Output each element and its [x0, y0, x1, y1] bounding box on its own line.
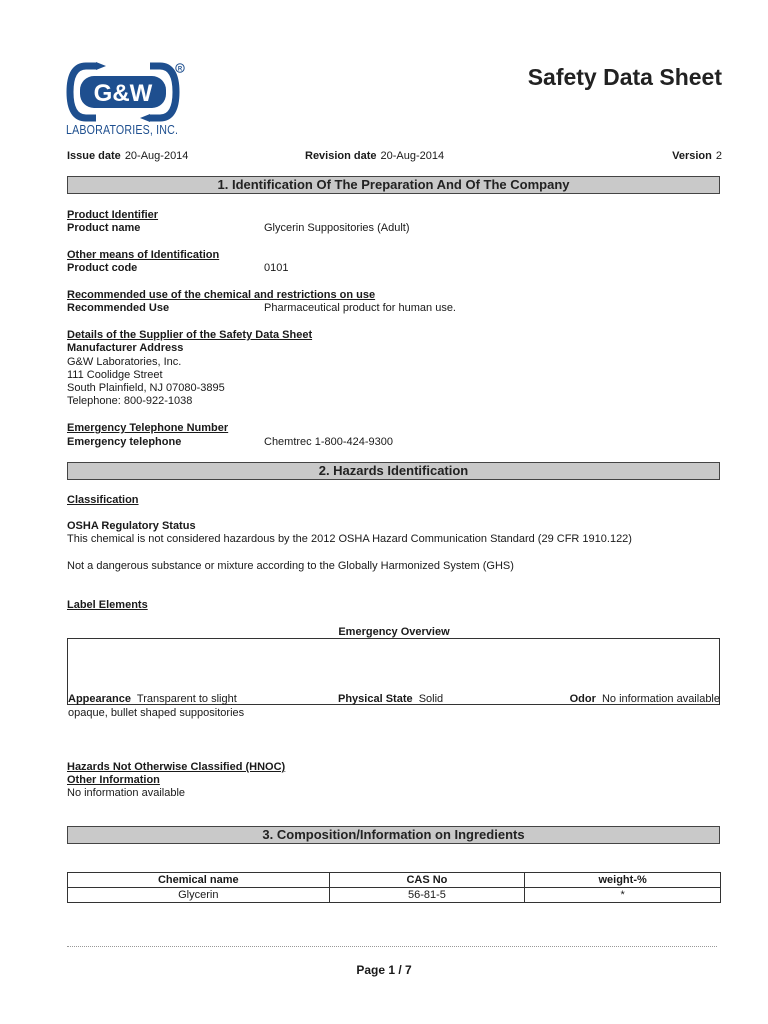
other-means-heading: Other means of Identification: [67, 249, 220, 261]
osha-status-label: OSHA Regulatory Status: [67, 520, 196, 532]
issue-date: [67, 150, 188, 162]
issue-date-label: Issue date: [67, 150, 121, 162]
section-3-header: 3. Composition/Information on Ingredients: [67, 826, 720, 844]
ghs-text: Not a dangerous substance or mixture according to the Globally Harmonized System (GHS): [67, 560, 514, 572]
issue-date-value: 20-Aug-2014: [124, 150, 189, 162]
gw-logo-mark: [66, 62, 186, 124]
column-header-chemical-name: Chemical name: [68, 873, 330, 888]
section-2-header: 2. Hazards Identification: [67, 462, 720, 480]
table-header-row: [68, 873, 721, 888]
physical-state-value: Solid: [418, 693, 444, 705]
logo-text: G&W: [93, 80, 153, 107]
table-row: [68, 888, 721, 903]
address-line: South Plainfield, NJ 07080-3895: [67, 382, 225, 394]
address-line: Telephone: 800-922-1038: [67, 395, 193, 407]
label-elements-heading: Label Elements: [67, 599, 148, 611]
physical-state-label: Physical State: [338, 693, 413, 705]
emergency-overview-heading: Emergency Overview: [338, 626, 450, 638]
classification-heading: Classification: [67, 494, 139, 506]
osha-status-text: This chemical is not considered hazardous by the 2012 OSHA Hazard Communication Standard (29 CFR 1910.122): [67, 533, 632, 545]
product-code-label: Product code: [67, 262, 138, 274]
emergency-heading: Emergency Telephone Number: [67, 422, 229, 434]
revision-date-value: 20-Aug-2014: [380, 150, 445, 162]
ingredients-table: [67, 872, 721, 903]
revision-date: [305, 150, 444, 162]
emergency-telephone-label: Emergency telephone: [67, 436, 182, 448]
version: [672, 150, 722, 162]
revision-date-label: Revision date: [305, 150, 377, 162]
odor: [570, 693, 720, 705]
page-number: Page 1 / 7: [356, 963, 412, 977]
logo-subtitle: LABORATORIES, INC.: [66, 122, 179, 137]
product-name-value: Glycerin Suppositories (Adult): [264, 222, 410, 234]
product-identifier-heading: Product Identifier: [67, 209, 159, 221]
appearance: [68, 693, 237, 705]
appearance-value-cont: opaque, bullet shaped suppositories: [68, 707, 245, 719]
physical-state: [338, 693, 443, 705]
appearance-label: Appearance: [68, 693, 131, 705]
document-title: Safety Data Sheet: [527, 64, 722, 90]
version-label: Version: [672, 150, 712, 162]
cell-weight: *: [525, 888, 721, 903]
address-line: 111 Coolidge Street: [67, 369, 163, 381]
section-1-header: 1. Identification Of The Preparation And Of The Company: [67, 176, 720, 194]
hnoc-heading: Hazards Not Otherwise Classified (HNOC): [67, 761, 286, 773]
version-value: 2: [715, 150, 722, 162]
appearance-value: Transparent to slight: [136, 693, 237, 705]
footer-divider: [67, 946, 717, 947]
recommended-use-label: Recommended Use: [67, 302, 170, 314]
cell-cas-no: 56-81-5: [329, 888, 525, 903]
column-header-weight: weight-%: [525, 873, 721, 888]
odor-value: No information available: [601, 693, 720, 705]
address-line: G&W Laboratories, Inc.: [67, 356, 182, 368]
cell-chemical-name: Glycerin: [68, 888, 330, 903]
recommended-use-value: Pharmaceutical product for human use.: [264, 302, 456, 314]
other-info-heading: Other Information: [67, 774, 160, 786]
supplier-heading: Details of the Supplier of the Safety Data Sheet: [67, 329, 313, 341]
product-code-value: 0101: [264, 262, 289, 274]
other-info-value: No information available: [67, 787, 186, 799]
odor-label: Odor: [569, 693, 596, 705]
recommended-use-heading: Recommended use of the chemical and restrictions on use: [67, 289, 376, 301]
product-name-label: Product name: [67, 222, 141, 234]
emergency-telephone-value: Chemtrec 1-800-424-9300: [264, 436, 394, 448]
column-header-cas-no: CAS No: [329, 873, 525, 888]
svg-text:R: R: [177, 66, 183, 73]
manufacturer-address-label: Manufacturer Address: [67, 342, 184, 354]
